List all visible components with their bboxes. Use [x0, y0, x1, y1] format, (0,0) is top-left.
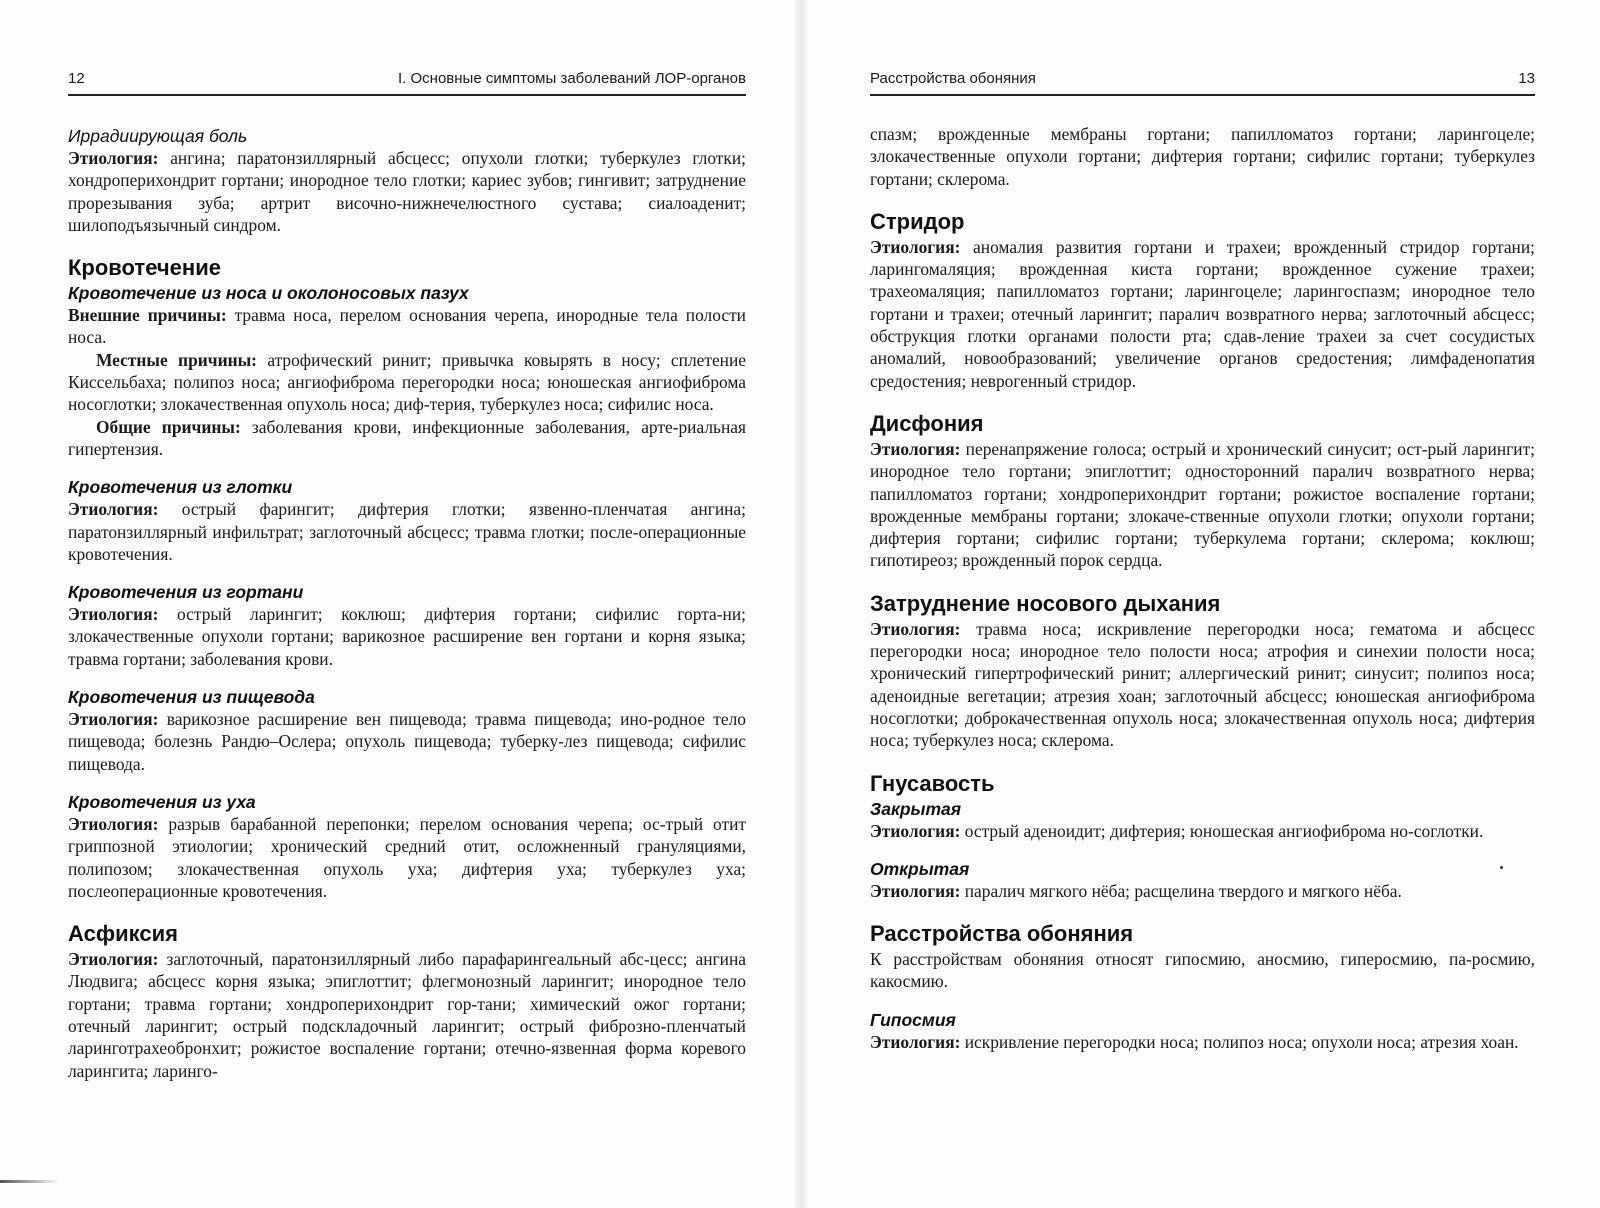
body-paragraph [870, 618, 1535, 752]
section-heading: Гнусавость [870, 770, 995, 796]
scan-speck [1500, 866, 1503, 869]
body-paragraph [870, 948, 1535, 993]
paragraph-text: перенапряжение голоса; острый и хронический синусит; ост-рый ларингит; инородное тело гортани; эпиглоттит; односторонний паралич возвратного нерва; папилломатоз гортани; хондроперихондрит гортани; рожистое воспаление гортани; врожденные мембраны гортани; злокаче-ственные опухоли глотки; опухоли гортани; дифтерия гортани; сифилис гортани; туберкулема гортани; склерома; коклюш; гипотиреоз; врожденный порок сердца. [870, 438, 1535, 571]
paragraph-label: Этиология: [68, 949, 159, 970]
paragraph-text: варикозное расширение вен пищевода; травма пищевода; ино-родное тело пищевода; болезнь Рандю–Ослера; опухоль пищевода; туберку-лез пищевода; сифилис пищевода. [68, 709, 746, 774]
paragraph-label: Этиология: [68, 813, 159, 834]
paragraph-text: искривление перегородки носа; полипоз носа; опухоли носа; атрезия хоан. [960, 1031, 1519, 1052]
paragraph-text: острый фарингит; дифтерия глотки; язвенно-пленчатая ангина; паратонзиллярный инфильтрат; заглоточный абсцесс; травма глотки; после-операционные кровотечения. [68, 499, 746, 564]
body-paragraph [870, 123, 1535, 190]
paragraph-label: Этиология: [68, 709, 159, 730]
left-page-number: 12 [68, 70, 85, 87]
paragraph-label: Этиология: [870, 236, 961, 257]
paragraph-text: аномалия развития гортани и трахеи; врожденный стридор гортани; ларингомаляция; врожденная киста гортани; врожденное сужение трахеи; трахеомаляция; папилломатоз гортани; ларингоцеле; ларингоспазм; инородное тело гортани и трахеи; отечный ларингит; паралич возвратного нерва; заглоточный абсцесс; обструкция глотки органами полости рта; сдав-ление трахеи за счет сосудистых аномалий, новообразований; увеличение органов средостения; лимфаденопатия средостения; неврогенный стридор. [870, 236, 1535, 391]
paragraph-text: паралич мягкого нёба; расщелина твердого и мягкого нёба. [960, 880, 1402, 901]
left-page-body [68, 125, 746, 1082]
scan-edge-mark [0, 1180, 60, 1183]
paragraph-label: Этиология: [870, 438, 961, 459]
body-paragraph [870, 880, 1535, 902]
paragraph-label: Этиология: [870, 820, 961, 841]
body-paragraph [870, 1031, 1535, 1053]
paragraph-label: Этиология: [870, 880, 961, 901]
paragraph-text: атрофический ринит; привычка ковырять в носу; сплетение Киссельбаха; полипоз носа; ангиофиброма перегородки носа; юношеская ангиофиброма носоглотки; злокачественная опухоль носа; диф-терия, туберкулез носа; сифилис носа. [68, 349, 746, 415]
paragraph-text: заглоточный, паратонзиллярный либо парафарингеальный абс-цесс; ангина Людвига; абсцесс корня языка; эпиглоттит; флегмонозный ларингит; инородное тело гортани; травма гортани; хондроперихондрит гор-тани; химический ожог гортани; отечный ларингит; острый подскладочный ларингит; острый фиброзно-пленчатый ларинготрахеобронхит; рожистое воспаление гортани; отечно-язвенная форма коревого ларингита; ларинго- [68, 949, 746, 1081]
subsection-heading: Кровотечения из уха [68, 791, 256, 812]
paragraph-text: спазм; врожденные мембраны гортани; папилломатоз гортани; ларингоцеле; злокачественные опухоли гортани; дифтерия гортани; сифилис гортани; туберкулез гортани; склерома. [870, 124, 1535, 189]
subsection-heading: Кровотечение из носа и околоносовых пазух [68, 283, 469, 304]
paragraph-text: травма носа, перелом основания черепа, инородные тела полости носа. [68, 305, 746, 348]
section-heading: Затруднение носового дыхания [870, 590, 1221, 616]
book-gutter [795, 0, 807, 1208]
right-page-body [870, 123, 1535, 1053]
paragraph-label: Этиология: [870, 1031, 961, 1052]
left-running-title: I. Основные симптомы заболеваний ЛОР-органов [397, 70, 746, 87]
body-paragraph [68, 304, 746, 349]
body-paragraph [68, 603, 746, 670]
subsection-heading: Открытая [870, 858, 970, 879]
subsection-heading: Кровотечения из гортани [68, 582, 304, 603]
right-running-head [870, 68, 1535, 96]
section-heading: Стридор [870, 208, 965, 234]
subsection-heading: Кровотечения из глотки [68, 477, 293, 498]
paragraph-text: разрыв барабанной перепонки; перелом основания черепа; ос-трый отит гриппозной этиологии; хронический средний отит, осложненный грануляциями, полипозом; злокачественная опухоль уха; дифтерия уха; туберкулез уха; послеоперационные кровотечения. [68, 813, 746, 901]
left-running-head [68, 68, 746, 96]
body-paragraph [68, 498, 746, 565]
paragraph-text: острый аденоидит; дифтерия; юношеская ангиофиброма но-соглотки. [960, 820, 1484, 841]
body-paragraph [870, 820, 1535, 842]
body-paragraph [68, 147, 746, 236]
paragraph-label: Этиология: [68, 499, 159, 520]
body-paragraph [68, 349, 746, 416]
paragraph-label: Внешние причины: [68, 305, 227, 326]
right-page-number: 13 [1518, 70, 1535, 87]
paragraph-label: Общие причины: [96, 416, 241, 437]
paragraph-label: Этиология: [68, 148, 159, 168]
right-page [870, 0, 1535, 1208]
paragraph-text: острый ларингит; коклюш; дифтерия гортани; сифилис горта-ни; злокачественные опухоли гортани; варикозное расширение вен гортани и корня языка; травма гортани; заболевания крови. [68, 604, 746, 669]
paragraph-label: Этиология: [870, 618, 961, 639]
section-heading: Асфиксия [68, 921, 178, 947]
body-paragraph [68, 708, 746, 775]
subsection-heading: Закрытая [870, 798, 962, 819]
subsection-heading: Гипосмия [870, 1009, 956, 1030]
paragraph-text: ангина; паратонзиллярный абсцесс; опухоли глотки; туберкулез глотки; хондроперихондрит гортани; инородное тело глотки; кариес зубов; гингивит; затруднение прорезывания зуба; артрит височно-нижнечелюстного сустава; сиалоаденит; шилоподъязычный синдром. [68, 148, 746, 235]
body-paragraph [68, 813, 746, 902]
paragraph-label: Местные причины: [96, 349, 257, 370]
paragraph-text: К расстройствам обоняния относят гипосмию, аносмию, гиперосмию, па-росмию, какосмию. [870, 949, 1535, 992]
body-paragraph [870, 438, 1535, 572]
paragraph-label: Этиология: [68, 604, 159, 625]
left-page [68, 0, 746, 1208]
body-paragraph [68, 416, 746, 461]
subsection-heading: Кровотечения из пищевода [68, 687, 315, 708]
subsection-heading: Иррадиирующая боль [68, 126, 248, 146]
section-heading: Кровотечение [68, 255, 221, 281]
right-running-title: Расстройства обоняния [870, 70, 1036, 87]
body-paragraph [68, 948, 746, 1082]
section-heading: Дисфония [870, 410, 984, 436]
paragraph-text: травма носа; искривление перегородки носа; гематома и абсцесс перегородки носа; инородное тело полости носа; атрофия и синехии полости носа; хронический гипертрофический ринит; аллергический ринит; синусит; полипоз носа; аденоидные вегетации; атрезия хоан; заглоточный абсцесс; юношеская ангиофиброма носоглотки; доброкачественная опухоль носа; злокачественная опухоль носа; дифтерия носа; туберкулез носа; склерома. [870, 618, 1535, 751]
paragraph-text: заболевания крови, инфекционные заболевания, арте-риальная гипертензия. [68, 416, 746, 459]
section-heading: Расстройства обоняния [870, 921, 1134, 947]
body-paragraph [870, 236, 1535, 392]
